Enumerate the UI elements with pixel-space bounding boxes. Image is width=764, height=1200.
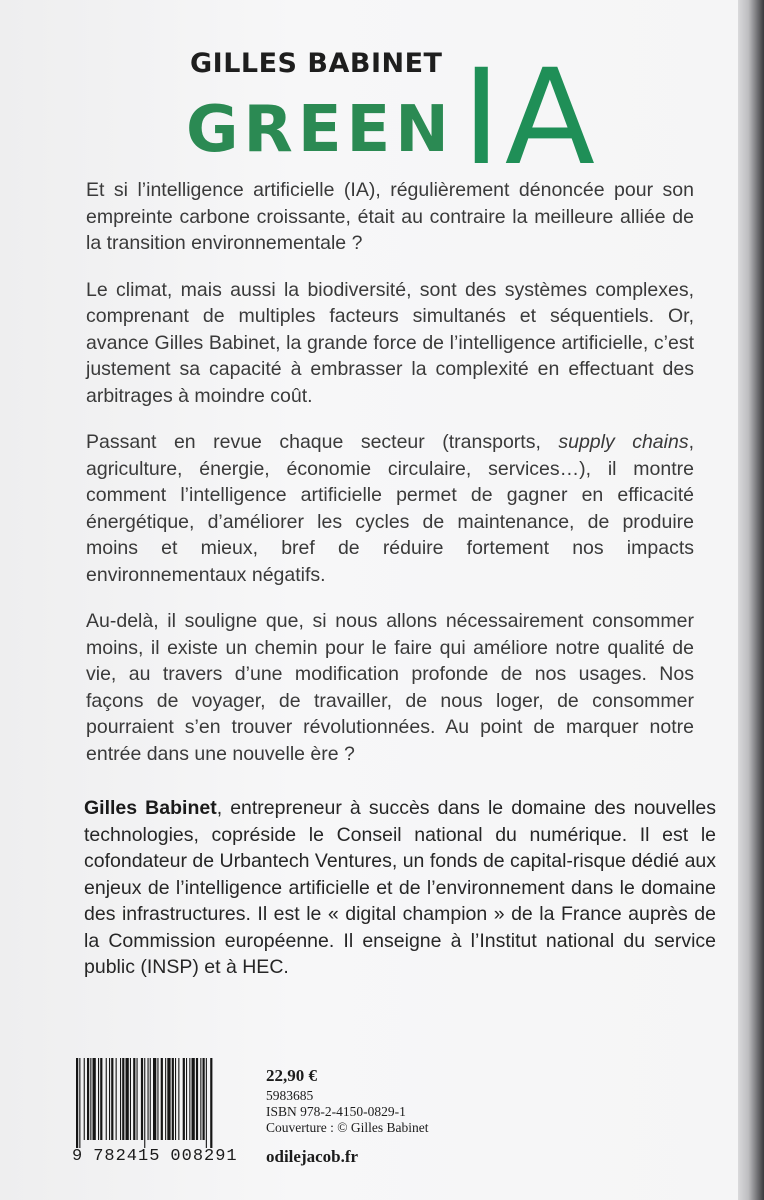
barcode-bars — [72, 1058, 260, 1148]
title-ia-word: IA — [461, 41, 600, 195]
book-edge — [738, 0, 764, 1200]
barcode-bar — [90, 1058, 91, 1140]
barcode-bar — [133, 1058, 135, 1140]
barcode-bar — [106, 1058, 107, 1140]
blurb-p3-italic: supply chains — [558, 431, 689, 453]
barcode-bar — [165, 1058, 166, 1140]
blurb-paragraph-3 — [86, 429, 694, 588]
barcode-bar — [172, 1058, 174, 1140]
barcode-digit-prefix: 9 — [72, 1147, 84, 1166]
barcode-bar — [200, 1058, 201, 1140]
isbn-number: ISBN 978-2-4150-0829-1 — [266, 1104, 406, 1119]
bio-author-name: Gilles Babinet — [84, 797, 217, 819]
barcode-bar — [76, 1058, 78, 1148]
barcode-digits-left: 782415 — [93, 1147, 161, 1166]
barcode-bar — [87, 1058, 89, 1140]
barcode-bar — [150, 1058, 151, 1140]
barcode-bar — [141, 1058, 143, 1140]
barcode-bar — [111, 1058, 113, 1140]
barcode-bar — [175, 1058, 176, 1140]
barcode-bar — [109, 1058, 110, 1140]
barcode-bar — [93, 1058, 96, 1140]
barcode-bar — [183, 1058, 185, 1140]
bio-text: , entrepreneur à succès dans le domaine des nouvelles technologies, copréside le Conseil national du numérique. Il est le cofondateur de Urbantech Ventures, un fonds de capital-risque dédié aux enjeux de l’intelligence artificielle et de l’environnement dans le domaine des infrastructures. Il est le « digital champion » de la France auprès de la Commission européenne. Il enseigne à l’Institut national du service public (INSP) et à HEC. — [84, 797, 717, 978]
product-code: 5983685 — [266, 1088, 314, 1103]
blurb-p3-end: , agriculture, énergie, économie circulaire, services…), il montre comment l’intelligence artificielle permet de gagner en efficacité énergétique, d’améliorer les cycles de maintenance, de produire moins et mieux, bref de réduire fortement nos impacts environnementaux négatifs. — [86, 431, 694, 586]
barcode-bar — [206, 1058, 207, 1148]
publisher-website: odilejacob.fr — [266, 1147, 359, 1166]
barcode-bar — [84, 1058, 85, 1140]
blurb-p3-start: Passant en revue chaque secteur (transports, — [86, 431, 559, 453]
barcode-bar — [196, 1058, 198, 1140]
barcode-bar — [79, 1058, 80, 1148]
barcode-bar — [186, 1058, 187, 1140]
price-block — [266, 1066, 428, 1136]
blurb-paragraph-4: Au-delà, il souligne que, si nous allons nécessairement consommer moins, il existe un chemin pour le faire qui améliore notre qualité de vie, au travers d’une modification profonde de nos usages. Nos façons de voyager, de travailler, de nous loger, de consommer pourraient s’en trouver révolutionnées. Au point de marquer notre entrée dans une nouvelle ère ? — [86, 610, 694, 765]
barcode-bar — [130, 1058, 131, 1140]
barcode-bar — [120, 1058, 121, 1140]
title-green-word: GREEN — [186, 93, 454, 167]
barcode-number — [72, 1147, 272, 1166]
isbn-barcode — [72, 1058, 260, 1150]
barcode-bar — [144, 1058, 145, 1148]
barcode-bar — [157, 1058, 158, 1140]
barcode-digits-right: 008291 — [170, 1147, 238, 1166]
barcode-bar — [100, 1058, 102, 1140]
book-title — [186, 41, 600, 195]
barcode-bar — [126, 1058, 129, 1140]
price: 22,90 € — [266, 1066, 317, 1085]
barcode-bar — [153, 1058, 156, 1140]
barcode-bar — [116, 1058, 117, 1140]
barcode-bar — [137, 1058, 138, 1140]
barcode-bar — [189, 1058, 190, 1140]
barcode-bar — [122, 1058, 124, 1140]
barcode-bar — [178, 1058, 179, 1140]
barcode-bar — [148, 1058, 149, 1140]
blurb-paragraph-2: Le climat, mais aussi la biodiversité, sont des systèmes complexes, comprenant de multiples facteurs simultanés et séquentiels. Or, avance Gilles Babinet, la grande force de l’intelligence artificielle, c’est justement sa capacité à embrasser la complexité en effectuant des arbitrages à moindre coût. — [86, 278, 694, 407]
blurb-paragraph-1: Et si l’intelligence artificielle (IA), régulièrement dénoncée pour son empreinte carbone croissante, était au contraire la meilleure alliée de la transition environnementale ? — [86, 179, 694, 254]
barcode-bar — [203, 1058, 205, 1140]
author-name: GILLES BABINET — [190, 48, 443, 79]
blurb — [86, 177, 694, 787]
bio-paragraph — [84, 795, 716, 981]
barcode-bar — [167, 1058, 170, 1140]
barcode-bar — [210, 1058, 212, 1148]
author-bio — [84, 795, 716, 981]
barcode-bar — [98, 1058, 99, 1140]
barcode-bar — [161, 1058, 163, 1140]
barcode-bar — [192, 1058, 195, 1140]
cover-credit: Couverture : © Gilles Babinet — [266, 1120, 429, 1135]
